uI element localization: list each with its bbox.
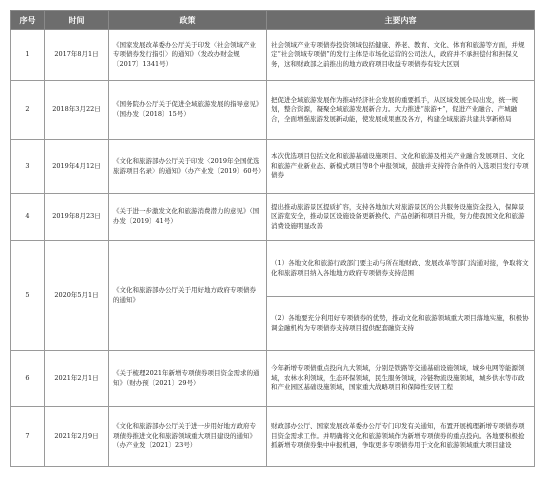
cell-content: 把促进全域旅游发展作为推动经济社会发展的重要抓手，从区域发展全局出发，统一规划，整合资源，凝聚全域旅游发展新合力。大力推进“旅游+”，促进产业融合、产城融合，全面增强旅游发展新动能，使发展成果惠及各方，构建全域旅游共建共享新格局 xyxy=(267,81,535,140)
cell-content: 社会领域产业专项债券投资领域包括健康、养老、教育、文化、体育和旅游等方面，并规定“社会领域专项债”的发行主体是市场化运营的公司法人，政府并不承担偿付和担保义务，这和财政部之前推出的地方政府项目收益专项债券有较大区别 xyxy=(267,30,535,81)
cell-policy: 《文化和旅游部办公厅关于用好地方政府专项债券的通知》 xyxy=(109,241,267,351)
cell-date: 2021年2月1日 xyxy=(45,351,109,407)
cell-policy: 《文化和旅游部办公厅关于进一步用好地方政府专项债券推进文化和旅游领域重大项目建设的通知》（办产业发〔2021〕23号） xyxy=(109,407,267,467)
header-policy: 政策 xyxy=(109,11,267,30)
table-row xyxy=(11,351,535,407)
header-content: 主要内容 xyxy=(267,11,535,30)
cell-date: 2019年8月23日 xyxy=(45,194,109,241)
cell-no: 3 xyxy=(11,140,45,194)
header-row xyxy=(11,11,535,30)
cell-content: （1）各地文化和旅游行政部门要主动与所在地财政、发展改革等部门沟通对接，争取将文化和旅游项目纳入各地地方政府专项债券支持范围 xyxy=(267,241,535,297)
policy-table xyxy=(10,10,535,467)
cell-policy: 《文化和旅游部办公厅关于印发〈2019年全国优选旅游项目名录〉的通知》（办产业发〔2019〕60号） xyxy=(109,140,267,194)
cell-date: 2018年3月22日 xyxy=(45,81,109,140)
table-row xyxy=(11,81,535,140)
header-no: 序号 xyxy=(11,11,45,30)
cell-date: 2021年2月9日 xyxy=(45,407,109,467)
cell-no: 2 xyxy=(11,81,45,140)
header-date: 时间 xyxy=(45,11,109,30)
cell-date: 2020年5月1日 xyxy=(45,241,109,351)
table-row xyxy=(11,241,535,297)
table-row xyxy=(11,407,535,467)
cell-content: 今年新增专项债重点投向九大领域，分别是铁路等交通基础设施领域，城乡电网等能源领域，农林水利领域，生态环保领域，民生服务领域，冷链物流设施领域，城乡供水等市政和产业园区基础设施领域，国家重大战略项目和保障性安居工程 xyxy=(267,351,535,407)
cell-content: 提出推动旅游景区提质扩容，支持各地加大对旅游景区的公共服务设施资金投入，保障景区游览安全，推动景区设施设备更新换代、产品创新和项目升级，努力使我国文化和旅游消费设施明显改善 xyxy=(267,194,535,241)
cell-content: 本次优选项目包括文化和旅游基础设施项目、文化和旅游及相关产业融合发展项目、文化和旅游产业新业态、新模式项目等8个申报领域，鼓励并支持符合条件的入选项目发行专项债券 xyxy=(267,140,535,194)
cell-no: 7 xyxy=(11,407,45,467)
cell-date: 2017年8月1日 xyxy=(45,30,109,81)
cell-date: 2019年4月12日 xyxy=(45,140,109,194)
table-row xyxy=(11,140,535,194)
cell-policy: 《关于进一步激发文化和旅游消费潜力的意见》（国办发〔2019〕41号） xyxy=(109,194,267,241)
cell-policy: 《关于梳理2021年新增专项债券项目资金需求的通知》（财办预〔2021〕29号） xyxy=(109,351,267,407)
cell-content: （2）各地要充分利用好专项债券的优势，推动文化和旅游领域重大项目落地实施，积极协调金融机构为专项债券支持项目提供配套融资支持 xyxy=(267,297,535,351)
page xyxy=(10,10,534,467)
cell-policy: 《国家发展改革委办公厅关于印发〈社会领域产业专项债券发行指引〉的通知》（发改办财金规〔2017〕1341号） xyxy=(109,30,267,81)
cell-no: 5 xyxy=(11,241,45,351)
cell-content: 财政部办公厅、国家发展改革委办公厅专门印发有关通知，布置开展梳理新增专项债券项目资金需求工作。并明确将文化和旅游领域作为新增专项债券的重点投向。各地要积极抢抓新增专项债券集中申报机遇，争取更多专项债券用于文化和旅游领域重大项目建设 xyxy=(267,407,535,467)
table-row xyxy=(11,194,535,241)
table-row xyxy=(11,30,535,81)
cell-no: 4 xyxy=(11,194,45,241)
cell-no: 1 xyxy=(11,30,45,81)
cell-no: 6 xyxy=(11,351,45,407)
cell-policy: 《国务院办公厅关于促进全域旅游发展的指导意见》（国办发〔2018〕15号） xyxy=(109,81,267,140)
